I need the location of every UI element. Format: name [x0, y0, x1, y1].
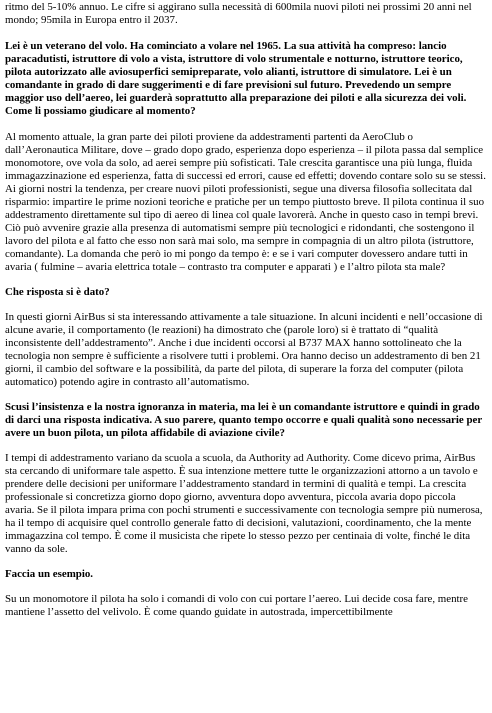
intro-paragraph: ritmo del 5-10% annuo. Le cifre si aggirano sulla necessità di 600mila nuovi piloti nei prossimi 20 anni nel mondo; 95mila in Europa entro il 2037.: [5, 1, 472, 26]
answer-training-time: I tempi di addestramento variano da scuola a scuola, da Authority ad Authority. Come dicevo prima, AirBus sta cercando di uniformare tale aspetto. È sua intenzione mettere tutte le organizzazioni attorno a un tavolo e prendere delle decisioni per uniformare l’addestramento standard in termini di qualità e tempi. La crescita professionale si concretizza giorno dopo giorno, avventura dopo avventura, piccola avaria dopo piccola avaria. Se il pilota impara prima con pochi strumenti e successivamente con tecnologia sempre più numerosa, ha il tempo di acquisire quel controllo generale fatto di decisioni, valutazioni, coordinamento, che la mente immagazzina col tempo. È come il musicista che ripete lo stesso pezzo per centinaia di volte, finché le dita vanno da sole.: [5, 452, 483, 555]
answer-example: Su un monomotore il pilota ha solo i comandi di volo con cui portare l’aereo. Lui decide cosa fare, mentre mantiene l’assetto del velivolo. È come quando guidate in autostrada, impercettibilmente: [5, 593, 469, 618]
answer-airbus: In questi giorni AirBus si sta interessando attivamente a tale situazione. In alcuni incidenti e nell’occasione di alcune avarie, il comportamento (le reazioni) ha dimostrato che (parole loro) si è trattato di “qualità inconsistente dell’addestramento”. Anche i due incidenti occorsi al B737 MAX hanno sottolineato che la tecnologia non sempre è sufficiente a risolvere tutti i problemi. Ora hanno deciso un addestramento di ben 21 giorni, il cambio del software e la possibilità, da parte del pilota, di superare la forza del computer (pilota automatico) potendo agire in contrasto all’automatismo.: [5, 311, 483, 388]
answer-training-paths: Al momento attuale, la gran parte dei piloti proviene da addestramenti partenti da AeroClub o dall’Aeronautica Militare, dove – grado dopo grado, esperienza dopo esperienza – il pilota passa dal semplice monomotore, ove vola da solo, ad aerei sempre più sofisticati. Tale crescita garantisce una più lunga, fluida immagazzinazione ed esperienza, fatta di successi ed errori, cause ed effetti; dovendo contare solo su se stessi. Ai giorni nostri la tendenza, per creare nuovi piloti professionisti, segue una diversa filosofia sollecitata dal risparmio: impartire le prime nozioni teoriche e pratiche per un tempo piuttosto breve. Il pilota continua il suo addestramento direttamente sul tipo di aereo di linea col quale lavorerà. Anche in questo caso in tempi brevi. Ciò può avvenire grazie alla presenza di automatismi sempre più tecnologici e ridondanti, che sostengono il lavoro del pilota e al fatto che esso non sarà mai solo, ma sempre in compagnia di un altro pilota (istruttore, comandante). La domanda che però io mi pongo da tempo è: e se i vari computer dovessero andare tutti in avaria ( fulmine – avaria elettrica totale – contrasto tra computer e apparati ) e l’altro pilota sta male?: [5, 131, 486, 273]
question-veteran: Lei è un veterano del volo. Ha cominciato a volare nel 1965. La sua attività ha compreso: lancio paracadutisti, istruttore di volo a vista, istruttore di volo strumentale e notturno, istruttore teorico, pilota autorizzato alle aviosuperfici semipreparate, volo alianti, istruttore di simulatore. Lei è un comandante in grado di dare suggerimenti e di fare previsioni sul futuro. Prevedendo un sempre maggior uso dell’aereo, lei guarderà soprattutto alla preparazione dei piloti e alla sicurezza dei voli. Come li possiamo giudicare al momento?: [5, 40, 467, 117]
question-training-time: Scusi l’insistenza e la nostra ignoranza in materia, ma lei è un comandante istruttore e quindi in grado di darci una risposta indicativa. A suo parere, quanto tempo occorre e quali qualità sono necessarie per avere un buon pilota, un pilota affidabile di aviazione civile?: [5, 401, 482, 439]
question-answer-given: Che risposta si è dato?: [5, 286, 110, 298]
question-example: Faccia un esempio.: [5, 568, 94, 580]
